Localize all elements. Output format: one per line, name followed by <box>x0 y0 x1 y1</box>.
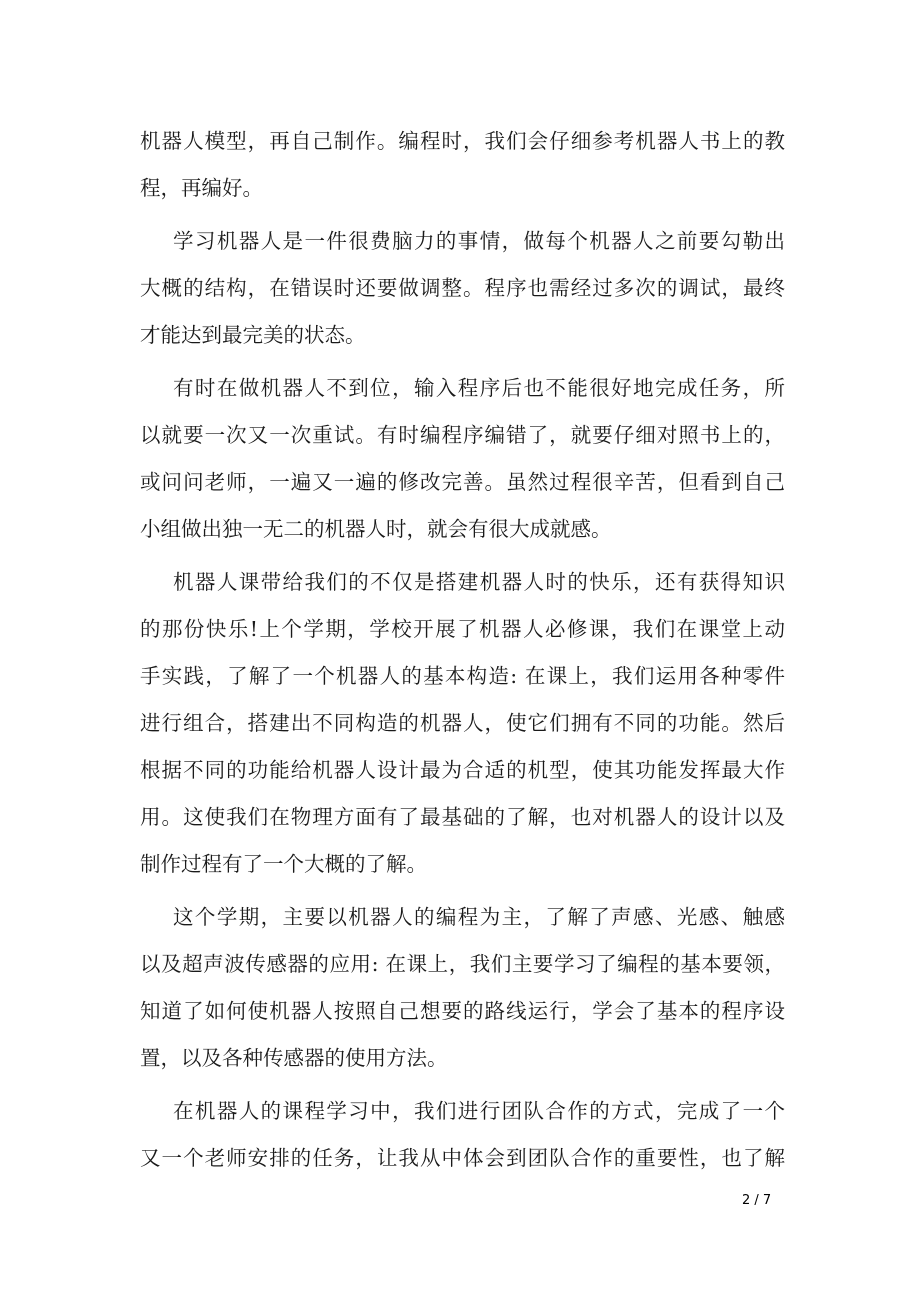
text-line: 或问问老师，一遍又一遍的修改完善。虽然过程很辛苦，但看到自己 <box>140 470 785 494</box>
text-line: 制作过程有了一个大概的了解。 <box>140 852 427 876</box>
paragraph-6 <box>140 1088 785 1182</box>
text-line: 大概的结构，在错误时还要做调整。程序也需经过多次的调试，最终 <box>140 276 785 300</box>
text-line: 在机器人的课程学习中，我们进行团队合作的方式，完成了一个 <box>173 1099 785 1123</box>
text-line: 以就要一次又一次重试。有时编程序编错了，就要仔细对照书上的， <box>140 423 785 447</box>
paragraph-4 <box>140 559 785 888</box>
text-line: 进行组合，搭建出不同构造的机器人，使它们拥有不同的功能。然后 <box>140 711 785 735</box>
text-line: 又一个老师安排的任务，让我从中体会到团队合作的重要性，也了解 <box>140 1146 785 1170</box>
paragraph-3 <box>140 365 785 553</box>
text-line: 这个学期，主要以机器人的编程为主，了解了声感、光感、触感 <box>173 905 785 929</box>
text-line: 程，再编好。 <box>140 176 263 200</box>
text-line: 机器人模型，再自己制作。编程时，我们会仔细参考机器人书上的教 <box>140 129 785 153</box>
text-line: 学习机器人是一件很费脑力的事情，做每个机器人之前要勾勒出 <box>173 229 785 253</box>
text-line: 的那份快乐!上个学期，学校开展了机器人必修课，我们在课堂上动 <box>140 617 785 641</box>
text-line: 机器人课带给我们的不仅是搭建机器人时的快乐，还有获得知识 <box>173 570 785 594</box>
text-line: 根据不同的功能给机器人设计最为合适的机型，使其功能发挥最大作 <box>140 758 785 782</box>
text-line: 小组做出独一无二的机器人时，就会有很大成就感。 <box>140 517 612 541</box>
text-line: 才能达到最完美的状态。 <box>140 323 366 347</box>
paragraph-1 <box>140 118 785 212</box>
text-line: 以及超声波传感器的应用: 在课上，我们主要学习了编程的基本要领， <box>140 952 785 976</box>
paragraph-2 <box>140 218 785 359</box>
page-number: 2 / 7 <box>742 1193 772 1208</box>
text-line: 有时在做机器人不到位，输入程序后也不能很好地完成任务，所 <box>173 376 785 400</box>
text-line: 用。这使我们在物理方面有了最基础的了解，也对机器人的设计以及 <box>140 805 785 829</box>
text-line: 手实践，了解了一个机器人的基本构造: 在课上，我们运用各种零件 <box>140 664 785 688</box>
paragraph-5 <box>140 894 785 1082</box>
document-body <box>140 118 785 1188</box>
text-line: 知道了如何使机器人按照自己想要的路线运行，学会了基本的程序设 <box>140 999 785 1023</box>
text-line: 置，以及各种传感器的使用方法。 <box>140 1046 448 1070</box>
